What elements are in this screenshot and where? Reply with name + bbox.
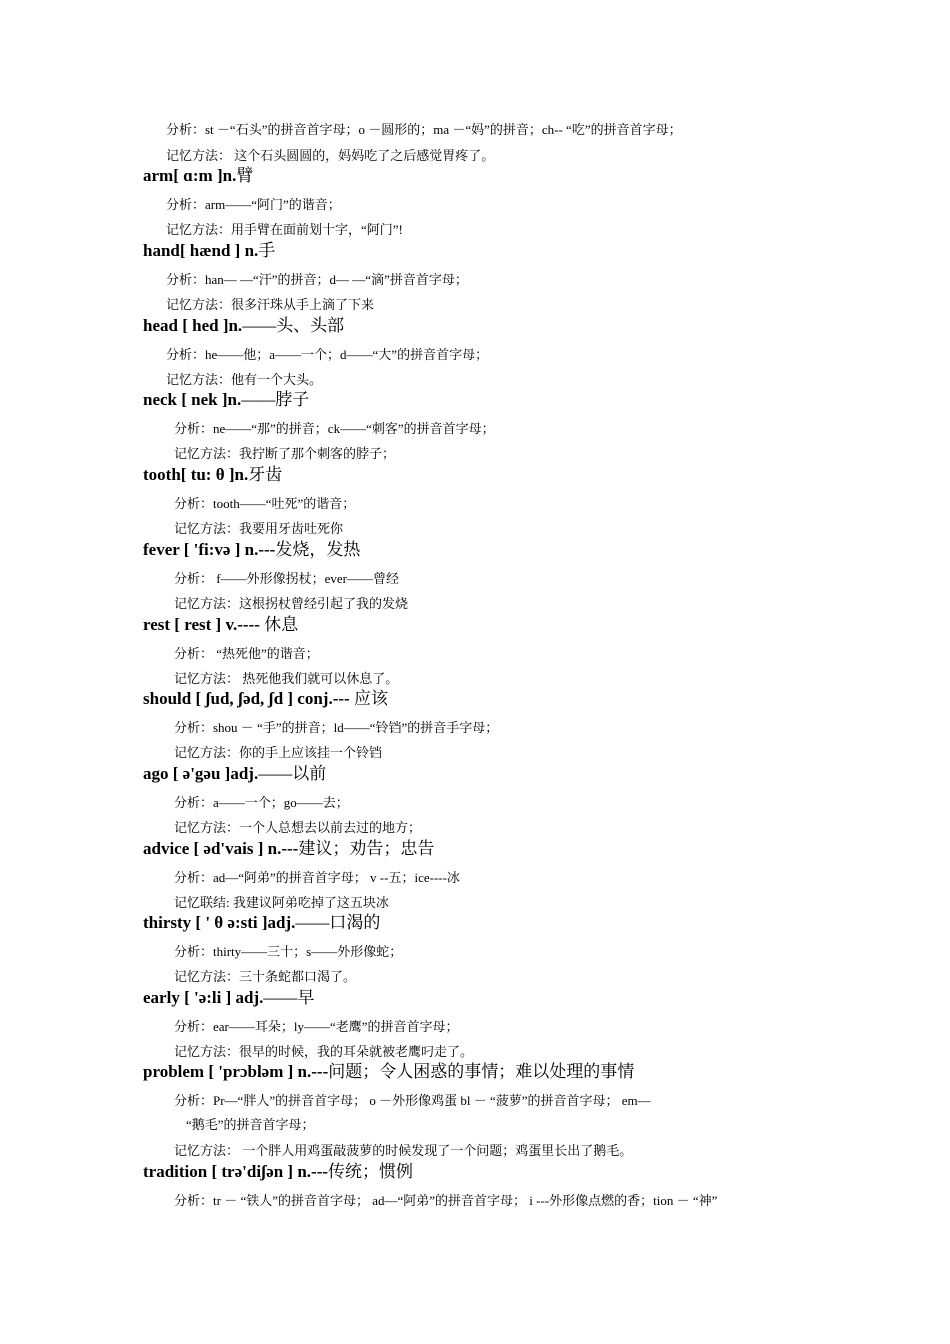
word-meaning: 建议；劝告；忠告 [298, 839, 435, 858]
memory-method-line: 记忆方法： 这个石头圆圆的，妈妈吃了之后感觉胃疼了。 [166, 148, 495, 163]
word-meaning: ——以前 [258, 764, 327, 783]
analysis-line: 分析：ad—“阿弟”的拼音首字母； v --五；ice----冰 [174, 870, 460, 885]
analysis-line: 分析：thirty——三十；s——外形像蛇； [174, 944, 403, 959]
word-entry-problem [143, 1062, 634, 1082]
word-meaning: 手 [258, 241, 276, 260]
word-headword: thirsty [ ' θ ə:sti ]adj. [143, 913, 296, 932]
analysis-line-continued: “鹅毛”的拼音首字母； [186, 1117, 315, 1132]
word-meaning: 发烧，发热 [275, 540, 361, 559]
word-entry-rest [143, 615, 298, 635]
word-meaning: ——口渴的 [295, 913, 381, 932]
word-meaning: ——脖子 [241, 390, 310, 409]
word-entry-advice [143, 839, 434, 859]
word-entry-arm [143, 166, 253, 186]
analysis-line: 分析：tooth——“吐死”的谐音； [174, 496, 356, 511]
analysis-line: 分析：han— —“汗”的拼音；d— —“滴”拼音首字母； [166, 272, 468, 287]
memory-method-line: 记忆方法：用手臂在面前划十字，“阿门”! [166, 222, 403, 237]
word-meaning: 牙齿 [248, 465, 283, 484]
word-entry-early [143, 988, 314, 1008]
memory-method-line: 记忆方法：他有一个大头。 [166, 372, 323, 387]
analysis-line: 分析：arm——“阿门”的谐音； [166, 197, 341, 212]
analysis-line: 分析： f——外形像拐杖；ever——曾经 [174, 571, 399, 586]
word-headword: arm[ ɑ:m ]n. [143, 166, 237, 185]
word-meaning: 问题；令人困惑的事情；难以处理的事情 [328, 1062, 635, 1081]
analysis-line: 分析：st －“石头”的拼音首字母；o －圆形的；ma －“妈”的拼音；ch-- “吃”的拼音首字母； [166, 122, 682, 137]
memory-method-line: 记忆方法： 热死他我们就可以休息了。 [174, 671, 399, 686]
memory-method-line: 记忆方法：很早的时候，我的耳朵就被老鹰叼走了。 [174, 1044, 474, 1059]
analysis-line: 分析：tr － “铁人”的拼音首字母； ad—“阿弟”的拼音首字母； i ---外形像点燃的香；tion － “神” [174, 1193, 718, 1208]
memory-method-line: 记忆方法：我拧断了那个刺客的脖子； [174, 446, 396, 461]
word-headword: early [ 'ə:li ] adj. [143, 988, 264, 1007]
analysis-line: 分析：ear——耳朵；ly——“老鹰”的拼音首字母； [174, 1019, 459, 1034]
word-headword: ago [ ə'gəu ]adj. [143, 764, 259, 783]
word-entry-tooth [143, 465, 282, 485]
word-entry-thirsty [143, 913, 380, 933]
word-meaning: ——头、头部 [242, 316, 345, 335]
word-headword: advice [ əd'vais ] n.--- [143, 839, 299, 858]
analysis-line: 分析：he——他；a——一个；d——“大”的拼音首字母； [166, 347, 489, 362]
word-meaning: ——早 [263, 988, 315, 1007]
word-headword: head [ hed ]n. [143, 316, 243, 335]
word-entry-ago [143, 764, 326, 784]
word-headword: should [ ʃud, ʃəd, ʃd ] conj.--- [143, 689, 350, 708]
word-headword: hand[ hænd ] n. [143, 241, 259, 260]
memory-method-line: 记忆方法：这根拐杖曾经引起了我的发烧 [174, 596, 409, 611]
memory-method-line: 记忆方法：你的手上应该挂一个铃铛 [174, 745, 383, 760]
memory-method-line: 记忆方法：三十条蛇都口渴了。 [174, 969, 357, 984]
analysis-line: 分析：Pr—“胖人”的拼音首字母； o －外形像鸡蛋 bl － “菠萝”的拼音首字母； em— [174, 1093, 651, 1108]
memory-method-line: 记忆方法：很多汗珠从手上滴了下来 [166, 297, 375, 312]
analysis-line: 分析： “热死他”的谐音； [174, 646, 319, 661]
analysis-line: 分析：ne——“那”的拼音；ck——“刺客”的拼音首字母； [174, 421, 495, 436]
word-entry-tradition [143, 1162, 413, 1182]
memory-method-line: 记忆方法：一个人总想去以前去过的地方； [174, 820, 422, 835]
word-entry-neck [143, 390, 309, 410]
word-headword: tooth[ tu: θ ]n. [143, 465, 249, 484]
word-entry-fever [143, 540, 360, 560]
word-headword: fever [ 'fi:və ] n.--- [143, 540, 276, 559]
word-headword: rest [ rest ] v.---- [143, 615, 260, 634]
word-entry-should [143, 689, 388, 709]
word-entry-head [143, 316, 344, 336]
analysis-line: 分析：a——一个；go——去； [174, 795, 349, 810]
word-meaning: 臂 [236, 166, 254, 185]
word-headword: neck [ nek ]n. [143, 390, 242, 409]
word-headword: problem [ 'prɔbləm ] n.--- [143, 1062, 329, 1081]
word-headword: tradition [ trə'diʃən ] n.--- [143, 1162, 329, 1181]
word-meaning: 传统；惯例 [328, 1162, 414, 1181]
analysis-line: 分析：shou － “手”的拼音；ld——“铃铛”的拼音手字母； [174, 720, 499, 735]
memory-method-line: 记忆方法： 一个胖人用鸡蛋敲菠萝的时候发现了一个问题；鸡蛋里长出了鹅毛。 [174, 1143, 633, 1158]
word-meaning: 休息 [259, 615, 299, 634]
memory-method-line: 记忆方法：我要用牙齿吐死你 [174, 521, 344, 536]
word-entry-hand [143, 241, 275, 261]
memory-method-line: 记忆联结: 我建议阿弟吃掉了这五块冰 [174, 895, 389, 910]
word-meaning: 应该 [349, 689, 388, 708]
